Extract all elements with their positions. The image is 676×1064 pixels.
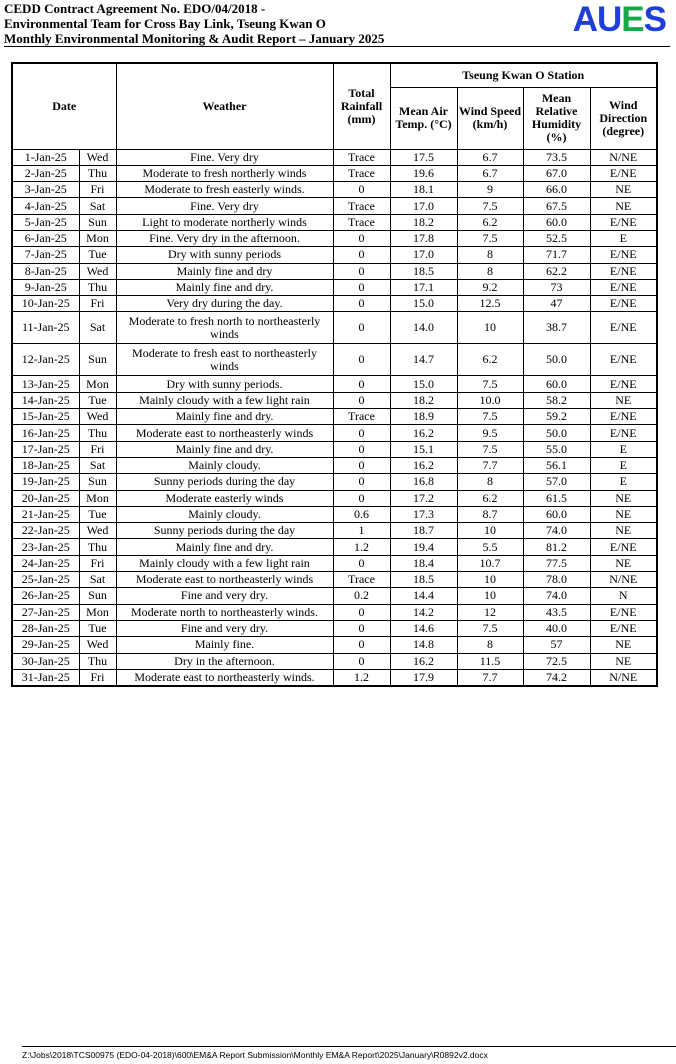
date-cell: 8-Jan-25: [12, 263, 79, 279]
wind-direction-cell: NE: [590, 490, 657, 506]
date-cell: 14-Jan-25: [12, 392, 79, 408]
day-cell: Tue: [79, 247, 116, 263]
temp-cell: 17.9: [390, 669, 457, 685]
temp-cell: 16.2: [390, 425, 457, 441]
day-cell: Sun: [79, 214, 116, 230]
header-wind-direction: Wind Direction (degree): [590, 87, 657, 149]
humidity-cell: 78.0: [523, 572, 590, 588]
weather-cell: Moderate to fresh north to northeasterly winds: [116, 312, 333, 344]
header-weather: Weather: [116, 63, 333, 149]
humidity-cell: 62.2: [523, 263, 590, 279]
rainfall-cell: Trace: [333, 572, 390, 588]
day-cell: Thu: [79, 425, 116, 441]
weather-cell: Mainly fine and dry: [116, 263, 333, 279]
wind-speed-cell: 9.5: [457, 425, 523, 441]
date-cell: 16-Jan-25: [12, 425, 79, 441]
weather-cell: Moderate east to northeasterly winds: [116, 572, 333, 588]
date-cell: 29-Jan-25: [12, 637, 79, 653]
date-cell: 9-Jan-25: [12, 279, 79, 295]
report-header: [4, 0, 670, 47]
wind-direction-cell: E/NE: [590, 165, 657, 181]
date-cell: 12-Jan-25: [12, 344, 79, 376]
date-cell: 10-Jan-25: [12, 296, 79, 312]
footer-divider: [22, 1046, 676, 1047]
report-title-line: Monthly Environmental Monitoring & Audit Report – January 2025: [4, 31, 385, 46]
table-row: [12, 523, 657, 539]
wind-speed-cell: 6.2: [457, 490, 523, 506]
wind-speed-cell: 7.5: [457, 376, 523, 392]
humidity-cell: 58.2: [523, 392, 590, 408]
wind-direction-cell: E: [590, 230, 657, 246]
wind-direction-cell: E/NE: [590, 214, 657, 230]
rainfall-cell: Trace: [333, 149, 390, 165]
weather-data-table: [11, 62, 658, 687]
wind-direction-cell: NE: [590, 523, 657, 539]
rainfall-cell: Trace: [333, 409, 390, 425]
wind-speed-cell: 8: [457, 247, 523, 263]
rainfall-cell: 0.6: [333, 506, 390, 522]
day-cell: Tue: [79, 506, 116, 522]
humidity-cell: 38.7: [523, 312, 590, 344]
date-cell: 1-Jan-25: [12, 149, 79, 165]
humidity-cell: 72.5: [523, 653, 590, 669]
wind-direction-cell: N/NE: [590, 669, 657, 685]
wind-direction-cell: E: [590, 441, 657, 457]
weather-cell: Fine and very dry.: [116, 588, 333, 604]
temp-cell: 14.7: [390, 344, 457, 376]
temp-cell: 16.2: [390, 653, 457, 669]
day-cell: Fri: [79, 669, 116, 685]
date-cell: 30-Jan-25: [12, 653, 79, 669]
wind-speed-cell: 10: [457, 523, 523, 539]
weather-cell: Fine. Very dry: [116, 149, 333, 165]
temp-cell: 17.0: [390, 198, 457, 214]
day-cell: Mon: [79, 376, 116, 392]
temp-cell: 17.2: [390, 490, 457, 506]
rainfall-cell: 0: [333, 653, 390, 669]
weather-cell: Mainly cloudy with a few light rain: [116, 555, 333, 571]
rainfall-cell: 0: [333, 457, 390, 473]
wind-speed-cell: 5.5: [457, 539, 523, 555]
temp-cell: 15.1: [390, 441, 457, 457]
rainfall-cell: 0: [333, 555, 390, 571]
humidity-cell: 60.0: [523, 376, 590, 392]
table-row: [12, 182, 657, 198]
table-row: [12, 214, 657, 230]
rainfall-cell: 1.2: [333, 669, 390, 685]
rainfall-cell: 0: [333, 182, 390, 198]
weather-cell: Moderate east to northeasterly winds: [116, 425, 333, 441]
wind-speed-cell: 7.5: [457, 198, 523, 214]
rainfall-cell: 0: [333, 474, 390, 490]
header-rainfall: Total Rainfall (mm): [333, 63, 390, 149]
humidity-cell: 73.5: [523, 149, 590, 165]
temp-cell: 17.3: [390, 506, 457, 522]
humidity-cell: 60.0: [523, 506, 590, 522]
temp-cell: 18.4: [390, 555, 457, 571]
wind-speed-cell: 6.2: [457, 214, 523, 230]
wind-speed-cell: 10: [457, 588, 523, 604]
rainfall-cell: 0: [333, 620, 390, 636]
weather-cell: Mainly fine.: [116, 637, 333, 653]
wind-speed-cell: 12.5: [457, 296, 523, 312]
weather-cell: Moderate to fresh northerly winds: [116, 165, 333, 181]
wind-direction-cell: E/NE: [590, 344, 657, 376]
date-cell: 25-Jan-25: [12, 572, 79, 588]
rainfall-cell: 0: [333, 441, 390, 457]
table-row: [12, 474, 657, 490]
weather-cell: Dry with sunny periods: [116, 247, 333, 263]
day-cell: Wed: [79, 263, 116, 279]
humidity-cell: 71.7: [523, 247, 590, 263]
temp-cell: 15.0: [390, 296, 457, 312]
wind-direction-cell: NE: [590, 182, 657, 198]
rainfall-cell: 0.2: [333, 588, 390, 604]
rainfall-cell: 0: [333, 392, 390, 408]
table-row: [12, 457, 657, 473]
humidity-cell: 74.0: [523, 523, 590, 539]
wind-direction-cell: NE: [590, 392, 657, 408]
wind-speed-cell: 9.2: [457, 279, 523, 295]
date-cell: 21-Jan-25: [12, 506, 79, 522]
table-row: [12, 572, 657, 588]
table-row: [12, 506, 657, 522]
day-cell: Mon: [79, 230, 116, 246]
temp-cell: 17.8: [390, 230, 457, 246]
rainfall-cell: 1: [333, 523, 390, 539]
temp-cell: 18.1: [390, 182, 457, 198]
humidity-cell: 66.0: [523, 182, 590, 198]
day-cell: Wed: [79, 637, 116, 653]
day-cell: Wed: [79, 149, 116, 165]
wind-direction-cell: NE: [590, 198, 657, 214]
date-cell: 4-Jan-25: [12, 198, 79, 214]
wind-speed-cell: 10.0: [457, 392, 523, 408]
date-cell: 3-Jan-25: [12, 182, 79, 198]
day-cell: Fri: [79, 555, 116, 571]
table-row: [12, 344, 657, 376]
day-cell: Mon: [79, 490, 116, 506]
table-row: [12, 555, 657, 571]
date-cell: 19-Jan-25: [12, 474, 79, 490]
day-cell: Sat: [79, 312, 116, 344]
wind-direction-cell: N: [590, 588, 657, 604]
wind-direction-cell: NE: [590, 555, 657, 571]
rainfall-cell: 0: [333, 490, 390, 506]
temp-cell: 17.5: [390, 149, 457, 165]
date-cell: 2-Jan-25: [12, 165, 79, 181]
header-temp: Mean Air Temp. (°C): [390, 87, 457, 149]
temp-cell: 19.6: [390, 165, 457, 181]
rainfall-cell: 0: [333, 637, 390, 653]
wind-direction-cell: E/NE: [590, 247, 657, 263]
file-path-footer: Z:\Jobs\2018\TCS00975 (EDO-04-2018)\600\EM&A Report Submission\Monthly EM&A Report\2025\January\R0892v2.docx: [22, 1050, 488, 1060]
weather-cell: Sunny periods during the day: [116, 474, 333, 490]
day-cell: Tue: [79, 392, 116, 408]
table-row: [12, 409, 657, 425]
header-wind-speed: Wind Speed (km/h): [457, 87, 523, 149]
table-row: [12, 425, 657, 441]
rainfall-cell: 0: [333, 247, 390, 263]
wind-speed-cell: 10: [457, 312, 523, 344]
wind-direction-cell: NE: [590, 506, 657, 522]
humidity-cell: 61.5: [523, 490, 590, 506]
weather-cell: Mainly fine and dry.: [116, 409, 333, 425]
wind-direction-cell: NE: [590, 637, 657, 653]
date-cell: 7-Jan-25: [12, 247, 79, 263]
day-cell: Sun: [79, 474, 116, 490]
wind-speed-cell: 8: [457, 263, 523, 279]
humidity-cell: 74.2: [523, 669, 590, 685]
day-cell: Fri: [79, 182, 116, 198]
temp-cell: 18.2: [390, 392, 457, 408]
temp-cell: 18.2: [390, 214, 457, 230]
weather-cell: Moderate east to northeasterly winds.: [116, 669, 333, 685]
wind-direction-cell: E/NE: [590, 409, 657, 425]
date-cell: 20-Jan-25: [12, 490, 79, 506]
day-cell: Mon: [79, 604, 116, 620]
table-row: [12, 149, 657, 165]
weather-cell: Mainly cloudy.: [116, 506, 333, 522]
wind-speed-cell: 8: [457, 637, 523, 653]
humidity-cell: 55.0: [523, 441, 590, 457]
weather-cell: Sunny periods during the day: [116, 523, 333, 539]
table-row: [12, 312, 657, 344]
wind-speed-cell: 7.7: [457, 669, 523, 685]
date-cell: 31-Jan-25: [12, 669, 79, 685]
wind-speed-cell: 10: [457, 572, 523, 588]
humidity-cell: 50.0: [523, 425, 590, 441]
table-row: [12, 620, 657, 636]
date-cell: 13-Jan-25: [12, 376, 79, 392]
weather-cell: Fine. Very dry: [116, 198, 333, 214]
wind-direction-cell: N/NE: [590, 572, 657, 588]
humidity-cell: 74.0: [523, 588, 590, 604]
humidity-cell: 50.0: [523, 344, 590, 376]
rainfall-cell: Trace: [333, 165, 390, 181]
date-cell: 26-Jan-25: [12, 588, 79, 604]
rainfall-cell: 0: [333, 296, 390, 312]
date-cell: 18-Jan-25: [12, 457, 79, 473]
aues-logo: AUES: [572, 0, 666, 39]
temp-cell: 18.5: [390, 263, 457, 279]
day-cell: Thu: [79, 279, 116, 295]
temp-cell: 15.0: [390, 376, 457, 392]
rainfall-cell: Trace: [333, 198, 390, 214]
day-cell: Tue: [79, 620, 116, 636]
rainfall-cell: 0: [333, 376, 390, 392]
temp-cell: 14.2: [390, 604, 457, 620]
temp-cell: 18.9: [390, 409, 457, 425]
temp-cell: 18.5: [390, 572, 457, 588]
humidity-cell: 43.5: [523, 604, 590, 620]
table-row: [12, 539, 657, 555]
table-row: [12, 279, 657, 295]
humidity-cell: 52.5: [523, 230, 590, 246]
humidity-cell: 77.5: [523, 555, 590, 571]
day-cell: Sat: [79, 457, 116, 473]
weather-cell: Moderate to fresh east to northeasterly winds: [116, 344, 333, 376]
wind-direction-cell: E/NE: [590, 620, 657, 636]
temp-cell: 17.1: [390, 279, 457, 295]
day-cell: Fri: [79, 441, 116, 457]
header-humidity: Mean Relative Humidity (%): [523, 87, 590, 149]
day-cell: Wed: [79, 523, 116, 539]
wind-speed-cell: 8.7: [457, 506, 523, 522]
wind-direction-cell: E: [590, 474, 657, 490]
day-cell: Sun: [79, 588, 116, 604]
table-row: [12, 230, 657, 246]
table-row: [12, 441, 657, 457]
date-cell: 11-Jan-25: [12, 312, 79, 344]
date-cell: 24-Jan-25: [12, 555, 79, 571]
table-row: [12, 198, 657, 214]
wind-speed-cell: 7.5: [457, 230, 523, 246]
table-row: [12, 392, 657, 408]
header-title-block: [4, 1, 384, 46]
wind-direction-cell: NE: [590, 653, 657, 669]
wind-direction-cell: E/NE: [590, 604, 657, 620]
wind-speed-cell: 7.5: [457, 620, 523, 636]
weather-cell: Light to moderate northerly winds: [116, 214, 333, 230]
wind-direction-cell: E/NE: [590, 279, 657, 295]
table-row: [12, 653, 657, 669]
temp-cell: 16.2: [390, 457, 457, 473]
table-row: [12, 263, 657, 279]
weather-cell: Mainly fine and dry.: [116, 279, 333, 295]
table-row: [12, 669, 657, 685]
day-cell: Thu: [79, 653, 116, 669]
weather-cell: Fine and very dry.: [116, 620, 333, 636]
date-cell: 27-Jan-25: [12, 604, 79, 620]
rainfall-cell: 0: [333, 312, 390, 344]
day-cell: Sun: [79, 344, 116, 376]
weather-cell: Mainly fine and dry.: [116, 441, 333, 457]
weather-cell: Mainly fine and dry.: [116, 539, 333, 555]
table-row: [12, 247, 657, 263]
wind-direction-cell: N/NE: [590, 149, 657, 165]
day-cell: Fri: [79, 296, 116, 312]
wind-direction-cell: E/NE: [590, 263, 657, 279]
weather-cell: Dry with sunny periods.: [116, 376, 333, 392]
header-station: Tseung Kwan O Station: [390, 63, 657, 87]
rainfall-cell: 0: [333, 425, 390, 441]
rainfall-cell: Trace: [333, 214, 390, 230]
temp-cell: 14.6: [390, 620, 457, 636]
wind-speed-cell: 8: [457, 474, 523, 490]
day-cell: Wed: [79, 409, 116, 425]
wind-speed-cell: 10.7: [457, 555, 523, 571]
rainfall-cell: 0: [333, 344, 390, 376]
temp-cell: 17.0: [390, 247, 457, 263]
temp-cell: 16.8: [390, 474, 457, 490]
weather-cell: Dry in the afternoon.: [116, 653, 333, 669]
team-line: Environmental Team for Cross Bay Link, Tseung Kwan O: [4, 16, 326, 31]
humidity-cell: 40.0: [523, 620, 590, 636]
rainfall-cell: 0: [333, 230, 390, 246]
humidity-cell: 47: [523, 296, 590, 312]
wind-direction-cell: E: [590, 457, 657, 473]
weather-cell: Moderate easterly winds: [116, 490, 333, 506]
day-cell: Sat: [79, 198, 116, 214]
table-row: [12, 165, 657, 181]
wind-speed-cell: 6.7: [457, 165, 523, 181]
day-cell: Thu: [79, 165, 116, 181]
rainfall-cell: 0: [333, 263, 390, 279]
wind-direction-cell: E/NE: [590, 539, 657, 555]
temp-cell: 14.8: [390, 637, 457, 653]
rainfall-cell: 0: [333, 279, 390, 295]
humidity-cell: 59.2: [523, 409, 590, 425]
header-date: Date: [12, 63, 116, 149]
humidity-cell: 73: [523, 279, 590, 295]
date-cell: 23-Jan-25: [12, 539, 79, 555]
wind-direction-cell: E/NE: [590, 376, 657, 392]
wind-speed-cell: 6.2: [457, 344, 523, 376]
date-cell: 15-Jan-25: [12, 409, 79, 425]
wind-speed-cell: 12: [457, 604, 523, 620]
weather-rows: [12, 149, 657, 686]
humidity-cell: 81.2: [523, 539, 590, 555]
humidity-cell: 57: [523, 637, 590, 653]
day-cell: Thu: [79, 539, 116, 555]
table-row: [12, 376, 657, 392]
table-row: [12, 588, 657, 604]
table-row: [12, 637, 657, 653]
humidity-cell: 60.0: [523, 214, 590, 230]
date-cell: 6-Jan-25: [12, 230, 79, 246]
wind-speed-cell: 7.5: [457, 441, 523, 457]
wind-direction-cell: E/NE: [590, 296, 657, 312]
date-cell: 17-Jan-25: [12, 441, 79, 457]
wind-speed-cell: 9: [457, 182, 523, 198]
temp-cell: 14.0: [390, 312, 457, 344]
wind-speed-cell: 7.5: [457, 409, 523, 425]
temp-cell: 19.4: [390, 539, 457, 555]
wind-direction-cell: E/NE: [590, 425, 657, 441]
wind-direction-cell: E/NE: [590, 312, 657, 344]
humidity-cell: 67.5: [523, 198, 590, 214]
humidity-cell: 56.1: [523, 457, 590, 473]
weather-cell: Mainly cloudy.: [116, 457, 333, 473]
table-row: [12, 296, 657, 312]
weather-cell: Mainly cloudy with a few light rain: [116, 392, 333, 408]
weather-cell: Fine. Very dry in the afternoon.: [116, 230, 333, 246]
weather-cell: Moderate to fresh easterly winds.: [116, 182, 333, 198]
temp-cell: 14.4: [390, 588, 457, 604]
wind-speed-cell: 7.7: [457, 457, 523, 473]
weather-cell: Moderate north to northeasterly winds.: [116, 604, 333, 620]
rainfall-cell: 0: [333, 604, 390, 620]
date-cell: 28-Jan-25: [12, 620, 79, 636]
weather-cell: Very dry during the day.: [116, 296, 333, 312]
wind-speed-cell: 6.7: [457, 149, 523, 165]
date-cell: 5-Jan-25: [12, 214, 79, 230]
table-row: [12, 490, 657, 506]
date-cell: 22-Jan-25: [12, 523, 79, 539]
table-row: [12, 604, 657, 620]
rainfall-cell: 1.2: [333, 539, 390, 555]
humidity-cell: 57.0: [523, 474, 590, 490]
wind-speed-cell: 11.5: [457, 653, 523, 669]
day-cell: Sat: [79, 572, 116, 588]
contract-line: CEDD Contract Agreement No. EDO/04/2018 -: [4, 1, 266, 16]
temp-cell: 18.7: [390, 523, 457, 539]
humidity-cell: 67.0: [523, 165, 590, 181]
